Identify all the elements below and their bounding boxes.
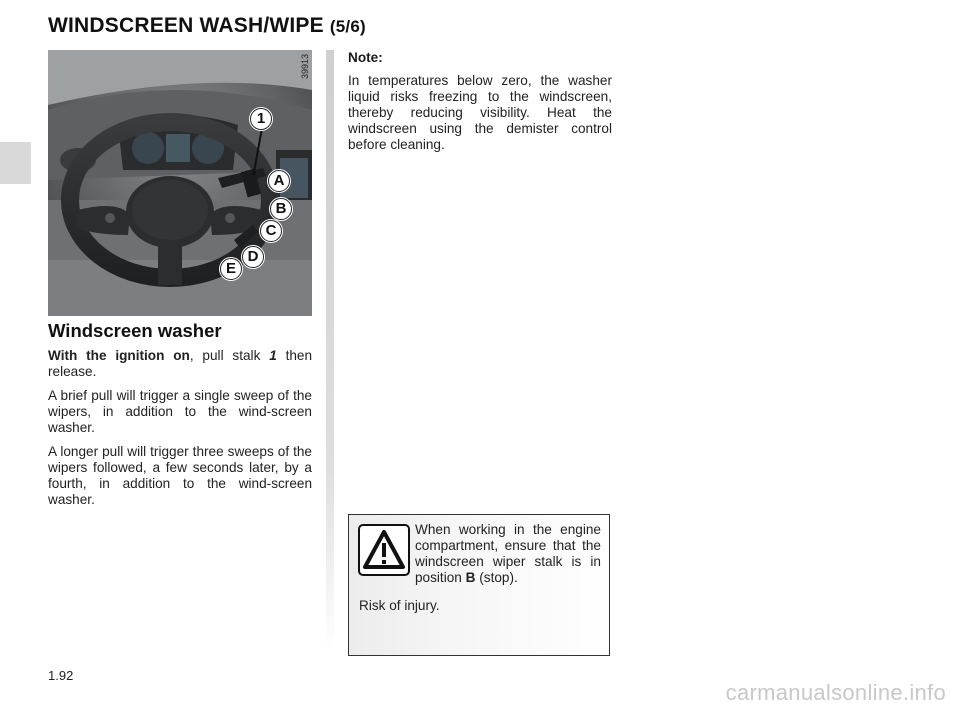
section-heading: Windscreen washer [48,320,222,341]
callout-a: A [268,170,290,192]
warning-text-b: (stop). [475,570,518,585]
warning-box [348,514,610,656]
page-title-part: (5/6) [329,17,366,36]
dashboard-photo [48,50,312,316]
watermark: carmanualsonline.info [725,680,946,705]
ignition-text-b: then release. [48,348,313,379]
callout-b: B [270,198,292,220]
chapter-tab [0,142,31,184]
ignition-bold: With the ignition on [48,348,190,363]
paragraph-ignition [48,348,312,380]
callout-e: E [220,258,242,280]
paragraph-longer-pull: A longer pull will trigger three sweeps of the wipers followed, a few seconds later, by a fourth, in addition to the wind-screen washer. [48,444,312,507]
callout-c: C [260,220,282,242]
page-title-text: WINDSCREEN WASH/WIPE [48,14,324,37]
page-number: 1.92 [48,668,74,683]
note-label: Note: [348,50,383,65]
warning-triangle-icon [358,524,410,576]
warning-position: B [465,570,476,585]
figure-reference: 39913 [300,54,310,80]
warning-risk: Risk of injury. [359,598,440,613]
warning-triangle-svg [360,526,408,574]
callout-d: D [242,246,264,268]
column-divider [326,50,334,650]
warning-text [415,522,601,586]
left-column [48,320,312,516]
paragraph-brief-pull: A brief pull will trigger a single sweep of the wipers, in addition to the wind-screen washer. [48,388,312,435]
callout-1: 1 [250,108,272,130]
stalk-number: 1 [269,348,277,363]
note-text: In temperatures below zero, the washer liquid risks freezing to the windscreen, thereby reducing visibility. Heat the windscreen using the demister control before cleaning. [348,73,612,152]
right-column [348,50,612,161]
warning-text-a: When working in the engine compartment, ensure that the windscreen wiper stalk is in position [415,522,601,585]
page-title [48,14,366,38]
ignition-text-a: , pull stalk [189,348,270,363]
